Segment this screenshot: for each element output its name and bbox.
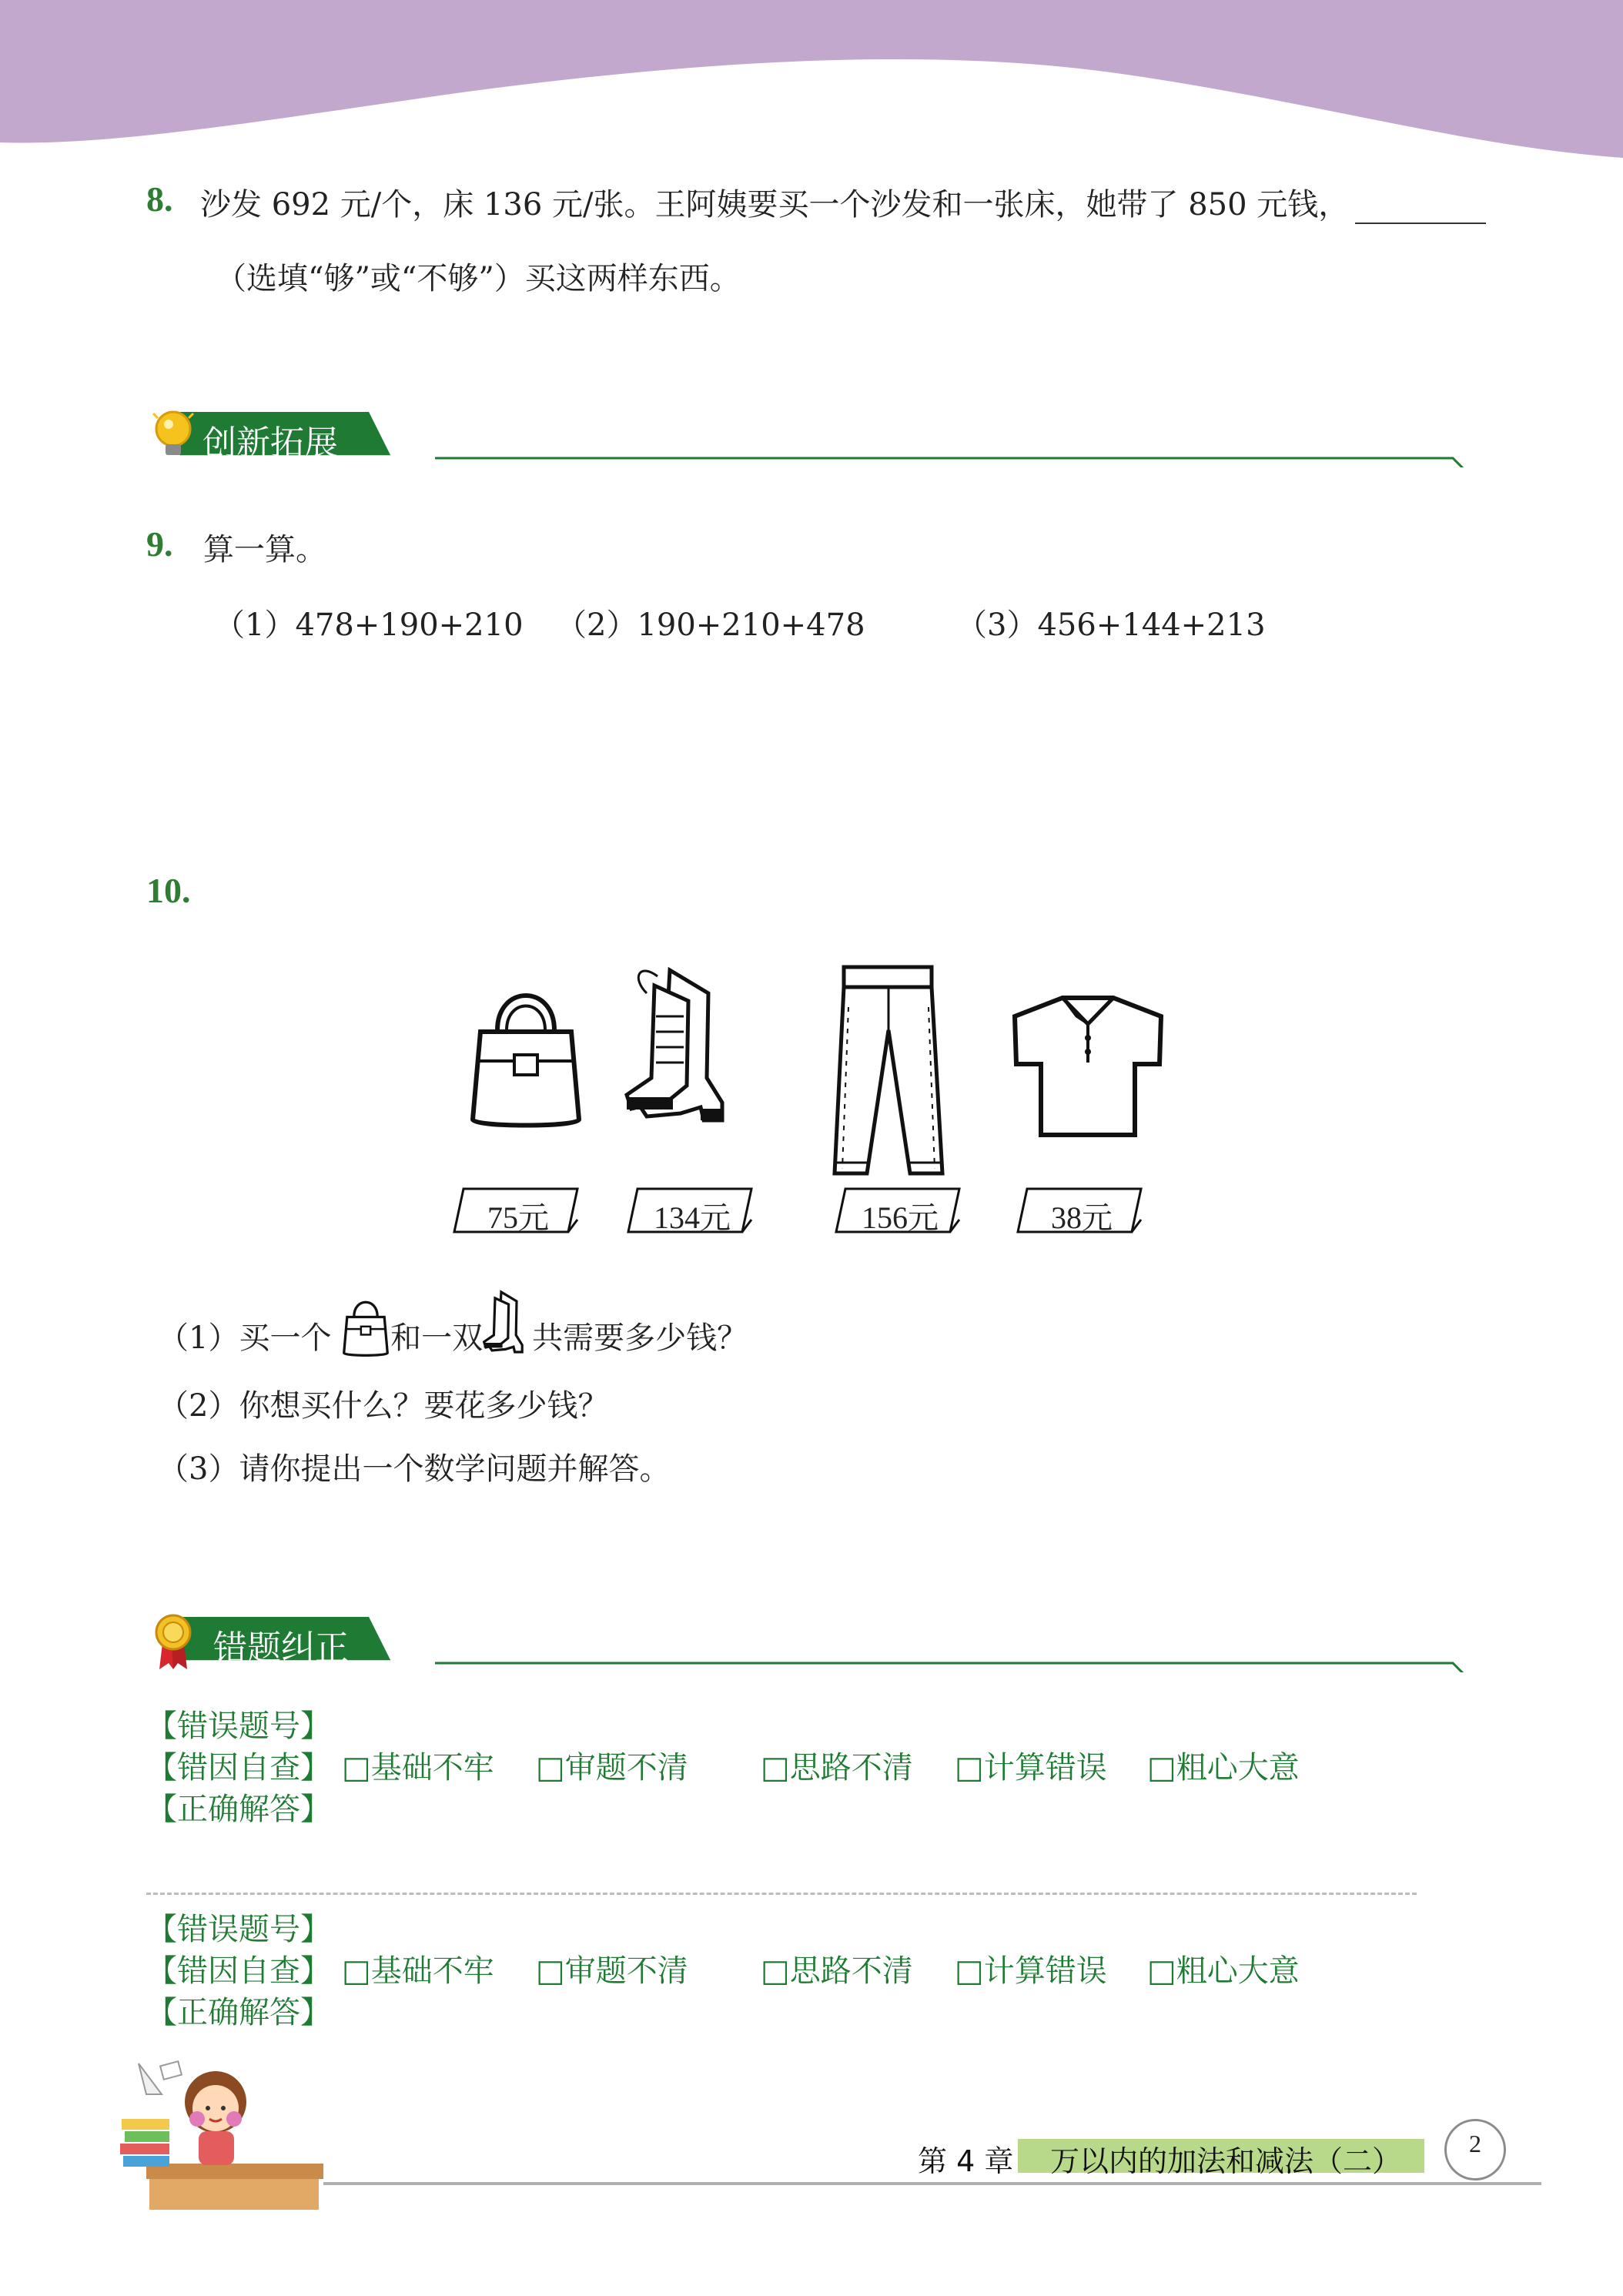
question-8-text: 沙发 692 元/个，床 136 元/张。王阿姨要买一个沙发和一张床，她带了 850 元钱， (200, 187, 1350, 223)
section-rule (435, 444, 1474, 467)
question-10-number: 10. (146, 871, 191, 910)
price-tag-handbag (453, 1186, 584, 1235)
handbag-icon (467, 976, 585, 1130)
footer-rule (323, 2182, 1541, 2185)
cause-option-calculation[interactable]: □计算错误 (955, 1750, 1107, 1786)
sub1-part-a: （1）买一个 (158, 1320, 332, 1356)
cause-option-foundation[interactable]: □基础不牢 (342, 1750, 494, 1786)
cause-option-careless[interactable]: □粗心大意 (1147, 1953, 1300, 1989)
price-label: 38元 (1051, 1200, 1113, 1235)
footer-chapter: 第 4 章 (918, 2144, 1014, 2178)
lightbulb-icon (150, 407, 196, 461)
footer-chapter-title: 万以内的加法和减法（二） (1050, 2144, 1402, 2178)
error-answer-label: 【正确解答】 (146, 1792, 331, 1827)
sub1-part-c: 共需要多少钱？ (532, 1320, 748, 1356)
price-tag-shirt (1016, 1186, 1147, 1235)
cause-option-careless[interactable]: □粗心大意 (1147, 1750, 1300, 1786)
pants-icon (830, 961, 947, 1180)
cause-option-thinking[interactable]: □思路不清 (761, 1953, 913, 1989)
dashed-divider (146, 1893, 1417, 1895)
error-cause-row (146, 1946, 331, 1990)
question-10-sub1 (158, 1314, 748, 1357)
question-8-number: 8. (146, 179, 173, 219)
question-9-item-3: （3）456+144+213 (956, 607, 1266, 643)
section-title: 创新拓展 (202, 423, 338, 463)
section-rule (435, 1649, 1474, 1672)
question-10-sub3: （3）请你提出一个数学问题并解答。 (158, 1451, 671, 1487)
shirt-icon (1009, 993, 1167, 1141)
cause-option-reading[interactable]: □审题不清 (536, 1953, 688, 1989)
cause-option-thinking[interactable]: □思路不清 (761, 1750, 913, 1786)
price-tag-boots (627, 1186, 758, 1235)
header-wave (0, 0, 1623, 169)
student-illustration (115, 2048, 331, 2217)
question-8-line2: （选填“够”或“不够”）买这两样东西。 (216, 261, 741, 296)
error-cause-label: 【错因自查】 (146, 1953, 331, 1989)
medal-icon (152, 1612, 195, 1671)
question-9-item-1: （1）478+190+210 (214, 607, 524, 643)
cause-option-reading[interactable]: □审题不清 (536, 1750, 688, 1786)
error-number-label: 【错误题号】 (146, 1709, 331, 1744)
handbag-small-icon (341, 1294, 390, 1357)
cause-option-calculation[interactable]: □计算错误 (955, 1953, 1107, 1989)
error-cause-label: 【错因自查】 (146, 1750, 331, 1786)
question-9-number: 9. (146, 524, 173, 564)
question-9-text: 算一算。 (203, 532, 326, 567)
cause-option-foundation[interactable]: □基础不牢 (342, 1953, 494, 1989)
error-cause-row (146, 1743, 331, 1787)
question-9-item-2: （2）190+210+478 (556, 607, 865, 643)
boots-small-icon (483, 1288, 532, 1357)
question-10-sub2: （2）你想买什么？要花多少钱？ (158, 1388, 609, 1424)
section-errors-header (150, 1617, 1474, 1668)
section-title: 错题纠正 (213, 1628, 349, 1668)
page-number: 2 (1469, 2130, 1481, 2157)
error-answer-label: 【正确解答】 (146, 1995, 331, 2030)
question-8-line1 (200, 180, 1486, 224)
section-extend-header (150, 412, 1474, 463)
price-label: 75元 (487, 1200, 549, 1235)
sub1-part-b: 和一双 (390, 1320, 484, 1356)
price-tag-pants (835, 1186, 965, 1235)
answer-blank[interactable] (1355, 192, 1486, 224)
price-label: 134元 (654, 1200, 731, 1235)
error-number-label: 【错误题号】 (146, 1912, 331, 1947)
price-label: 156元 (862, 1200, 939, 1235)
boots-icon (624, 962, 747, 1132)
